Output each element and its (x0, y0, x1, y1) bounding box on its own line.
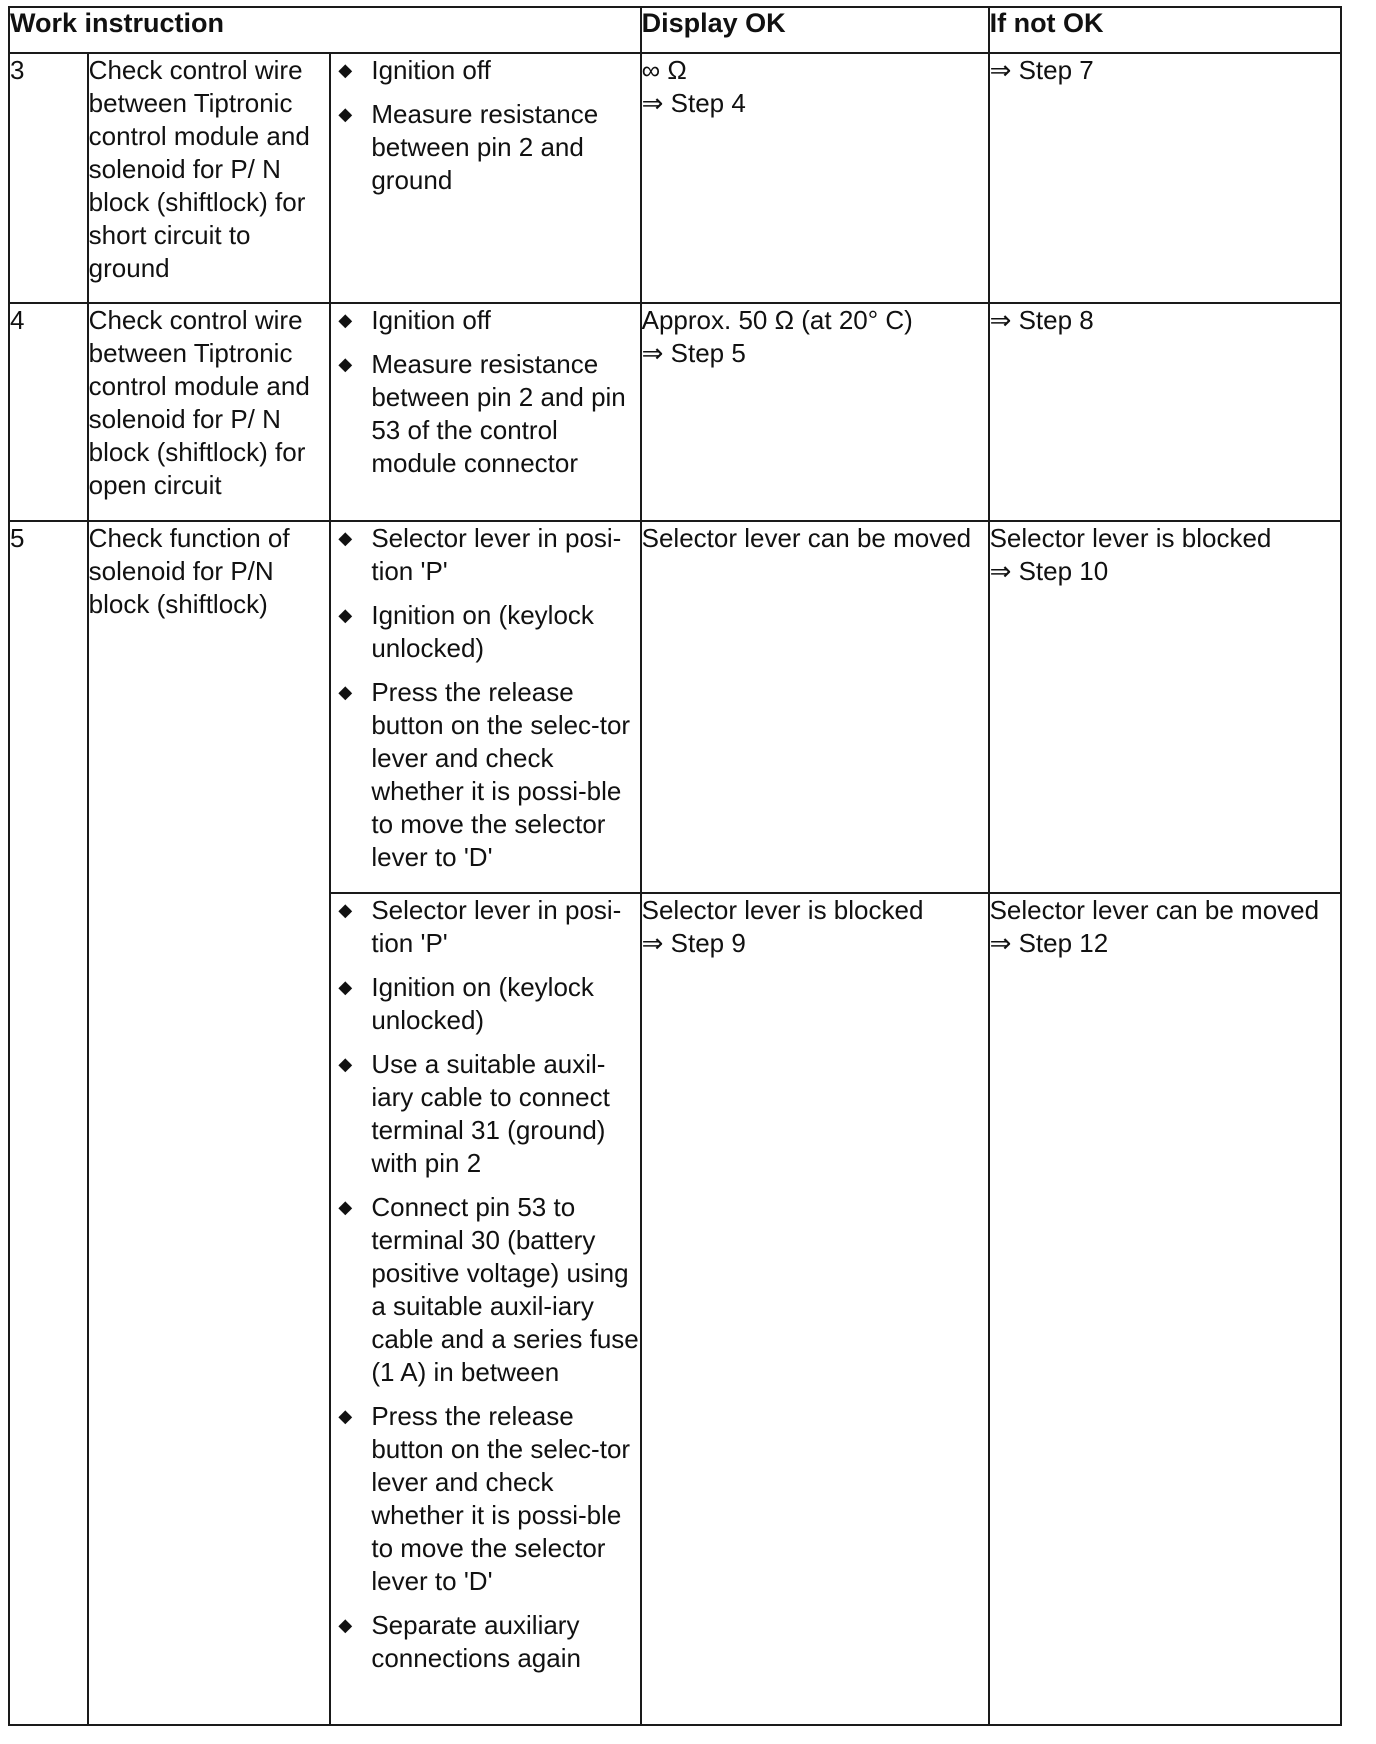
action-text: Ignition off (371, 305, 491, 335)
diamond-bullet-icon: ◆ (338, 605, 353, 625)
action-list (330, 303, 640, 521)
display-ok-cell (641, 303, 989, 521)
action-item (331, 599, 639, 665)
display-ok-next-step: ⇒ Step 9 (641, 928, 746, 958)
check-description: Check control wire between Tiptronic control module and solenoid for P/ N block (shiftlock) for open circuit (88, 303, 331, 521)
action-item (331, 1048, 639, 1180)
display-ok-cell (641, 53, 989, 303)
display-ok-value: ∞ Ω (641, 55, 687, 85)
action-list (330, 893, 640, 1725)
diamond-bullet-icon: ◆ (338, 1054, 353, 1074)
work-instruction-table (8, 6, 1342, 1726)
diamond-bullet-icon: ◆ (338, 682, 353, 702)
diamond-bullet-icon: ◆ (338, 60, 353, 80)
if-not-ok-cell (989, 53, 1341, 303)
step-number: 5 (9, 521, 88, 1725)
action-text: Press the release button on the selec-tor lever and check whether it is possi-ble to move the selector lever to 'D' (371, 1401, 631, 1596)
action-item (331, 304, 639, 337)
if-not-ok-value: Selector lever is blocked (989, 523, 1272, 553)
action-item (331, 1400, 639, 1598)
header-display-ok: Display OK (641, 7, 989, 53)
diamond-bullet-icon: ◆ (338, 1615, 353, 1635)
action-text: Ignition on (keylock unlocked) (371, 972, 594, 1035)
display-ok-cell (641, 521, 989, 893)
action-item (331, 1191, 639, 1389)
diamond-bullet-icon: ◆ (338, 1197, 353, 1217)
action-item (331, 54, 639, 87)
step-number: 4 (9, 303, 88, 521)
if-not-ok-next-step: ⇒ Step 10 (989, 556, 1109, 586)
display-ok-value: Selector lever is blocked (641, 895, 924, 925)
action-text: Press the release button on the selec-tor lever and check whether it is possi-ble to move the selector lever to 'D' (371, 677, 631, 872)
check-description: Check function of solenoid for P/N block (shiftlock) (88, 521, 331, 1725)
action-item (331, 1609, 639, 1675)
action-text: Measure resistance between pin 2 and ground (371, 99, 599, 195)
action-text: Use a suitable auxil-iary cable to connect terminal 31 (ground) with pin 2 (371, 1049, 610, 1178)
if-not-ok-cell (989, 303, 1341, 521)
if-not-ok-cell (989, 893, 1341, 1725)
header-if-not-ok: If not OK (989, 7, 1341, 53)
action-item (331, 348, 639, 480)
step-4-row (9, 303, 1341, 521)
action-item (331, 522, 639, 588)
display-ok-next-step: ⇒ Step 4 (641, 88, 746, 118)
diamond-bullet-icon: ◆ (338, 354, 353, 374)
action-item (331, 971, 639, 1037)
step-number: 3 (9, 53, 88, 303)
action-text: Ignition on (keylock unlocked) (371, 600, 594, 663)
action-text: Separate auxiliary connections again (371, 1610, 581, 1673)
step-3-row (9, 53, 1341, 303)
diamond-bullet-icon: ◆ (338, 528, 353, 548)
display-ok-next-step: ⇒ Step 5 (641, 338, 746, 368)
action-text: Selector lever in posi-tion 'P' (371, 523, 622, 586)
display-ok-cell (641, 893, 989, 1725)
step-5-row-a (9, 521, 1341, 893)
if-not-ok-cell (989, 521, 1341, 893)
diamond-bullet-icon: ◆ (338, 900, 353, 920)
action-text: Connect pin 53 to terminal 30 (battery positive voltage) using a suitable auxil-iary cable and a series fuse (1 A) in between (371, 1192, 639, 1387)
display-ok-value: Selector lever can be moved (641, 523, 972, 553)
header-row (9, 7, 1341, 53)
if-not-ok-value: Selector lever can be moved (989, 895, 1320, 925)
diamond-bullet-icon: ◆ (338, 104, 353, 124)
diamond-bullet-icon: ◆ (338, 310, 353, 330)
check-description: Check control wire between Tiptronic control module and solenoid for P/ N block (shiftlock) for short circuit to ground (88, 53, 331, 303)
action-text: Measure resistance between pin 2 and pin 53 of the control module connector (371, 349, 626, 478)
action-item (331, 98, 639, 197)
diamond-bullet-icon: ◆ (338, 977, 353, 997)
if-not-ok-next-step: ⇒ Step 8 (989, 305, 1094, 335)
action-item (331, 676, 639, 874)
display-ok-value: Approx. 50 Ω (at 20° C) (641, 305, 913, 335)
action-text: Selector lever in posi-tion 'P' (371, 895, 622, 958)
header-work-instruction: Work instruction (9, 7, 641, 53)
if-not-ok-next-step: ⇒ Step 12 (989, 928, 1109, 958)
action-text: Ignition off (371, 55, 491, 85)
diamond-bullet-icon: ◆ (338, 1406, 353, 1426)
action-list (330, 521, 640, 893)
action-list (330, 53, 640, 303)
action-item (331, 894, 639, 960)
if-not-ok-next-step: ⇒ Step 7 (989, 55, 1094, 85)
